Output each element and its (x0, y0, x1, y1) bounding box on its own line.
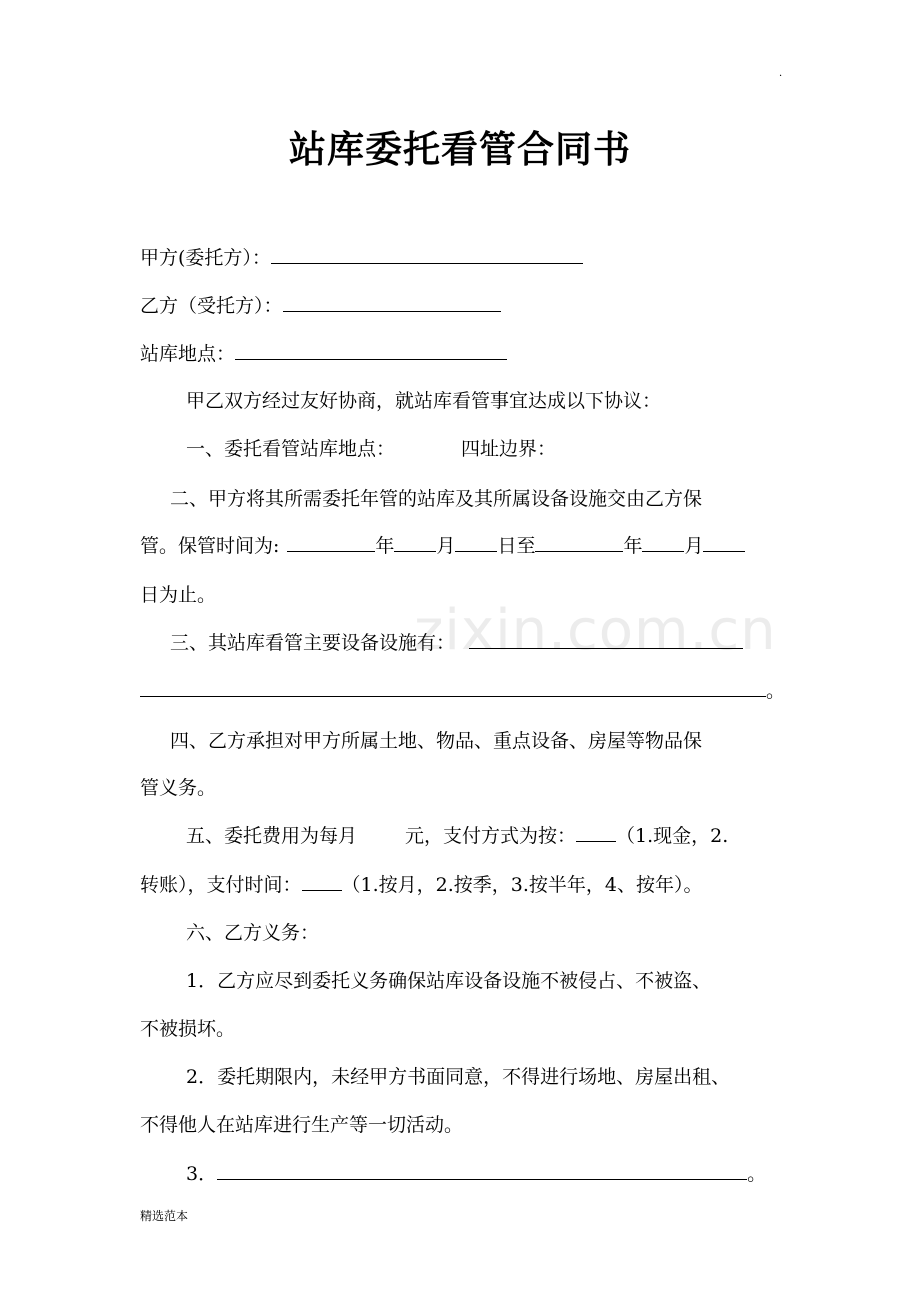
month-label: 月 (436, 535, 456, 557)
day-to-label: 日至 (497, 535, 536, 557)
clause-1 (186, 434, 556, 464)
clause-3 (170, 628, 743, 658)
payment-time-label: 转账），支付时间： (140, 874, 302, 896)
item-2-line-1: 2．委托期限内，未经甲方书面同意，不得进行场地、房屋出租、 (186, 1066, 731, 1088)
location-blank (235, 339, 507, 360)
start-year-blank (287, 531, 375, 552)
payment-time-blank (302, 870, 342, 891)
party-b-blank (283, 291, 501, 312)
document-title: 站库委托看管合同书 (289, 128, 631, 171)
year-label-2: 年 (623, 535, 643, 557)
clause-2-line-3: 日为止。 (140, 584, 217, 606)
item-3-label: 3． (186, 1163, 218, 1185)
year-label: 年 (375, 535, 395, 557)
party-b-field (140, 291, 501, 321)
start-month-blank (394, 531, 436, 552)
payment-options-start: （1.现金，2. (616, 825, 729, 847)
corner-mark: · (779, 71, 783, 82)
footer-label: 精选范本 (140, 1209, 189, 1223)
month-label-2: 月 (684, 535, 704, 557)
clause-6-heading: 六、乙方义务： (186, 922, 320, 944)
intro-paragraph: 甲乙双方经过友好协商，就站库看管事宜达成以下协议： (186, 390, 662, 412)
monthly-fee-label: 五、委托费用为每月 (186, 825, 358, 847)
item-3-blank (217, 1159, 747, 1180)
location-label: 站库地点： (140, 343, 236, 365)
end-day-blank (703, 531, 745, 552)
item-3 (186, 1159, 766, 1189)
equipment-blank-1 (469, 628, 743, 649)
clause-2-line-1: 二、甲方将其所需委托年管的站库及其所属设备设施交由乙方保 (170, 488, 703, 510)
start-day-blank (455, 531, 497, 552)
clause-3-line-2 (140, 676, 785, 706)
clause-4-line-2: 管义务。 (140, 777, 217, 799)
equipment-blank-2 (140, 676, 766, 697)
payment-method-label: 元，支付方式为按： (405, 825, 577, 847)
clause-4-line-1: 四、乙方承担对甲方所属土地、物品、重点设备、房屋等物品保 (170, 730, 703, 752)
clause-2-line-2 (140, 531, 745, 561)
end-month-blank (642, 531, 684, 552)
party-b-label: 乙方（受托方）： (140, 295, 283, 317)
period-mark: 。 (766, 680, 786, 702)
clause-5-line-2 (140, 870, 703, 900)
payment-method-blank (576, 821, 616, 842)
item-2-line-2: 不得他人在站库进行生产等一切活动。 (140, 1114, 464, 1136)
clause-5-line-1 (186, 821, 728, 851)
storage-period-label: 管。保管时间为: (140, 535, 280, 557)
item-1-line-2: 不被损坏。 (140, 1018, 236, 1040)
watermark: zixin.com.cn (414, 598, 777, 663)
item-1-line-1: 1．乙方应尽到委托义务确保站库设备设施不被侵占、不被盗、 (186, 970, 712, 992)
end-year-blank (535, 531, 623, 552)
item-3-period: 。 (747, 1163, 767, 1185)
party-a-label: 甲方(委托方）： (140, 247, 271, 269)
location-field (140, 339, 507, 369)
party-a-field (140, 243, 583, 273)
clause-1-boundary: 四址边界： (461, 438, 557, 460)
party-a-blank (271, 243, 583, 264)
clause-1-location: 一、委托看管站库地点： (186, 438, 396, 460)
payment-time-options: （1.按月，2.按季，3.按半年，4、按年）。 (341, 874, 703, 896)
clause-3-label: 三、其站库看管主要设备设施有： (170, 632, 456, 654)
